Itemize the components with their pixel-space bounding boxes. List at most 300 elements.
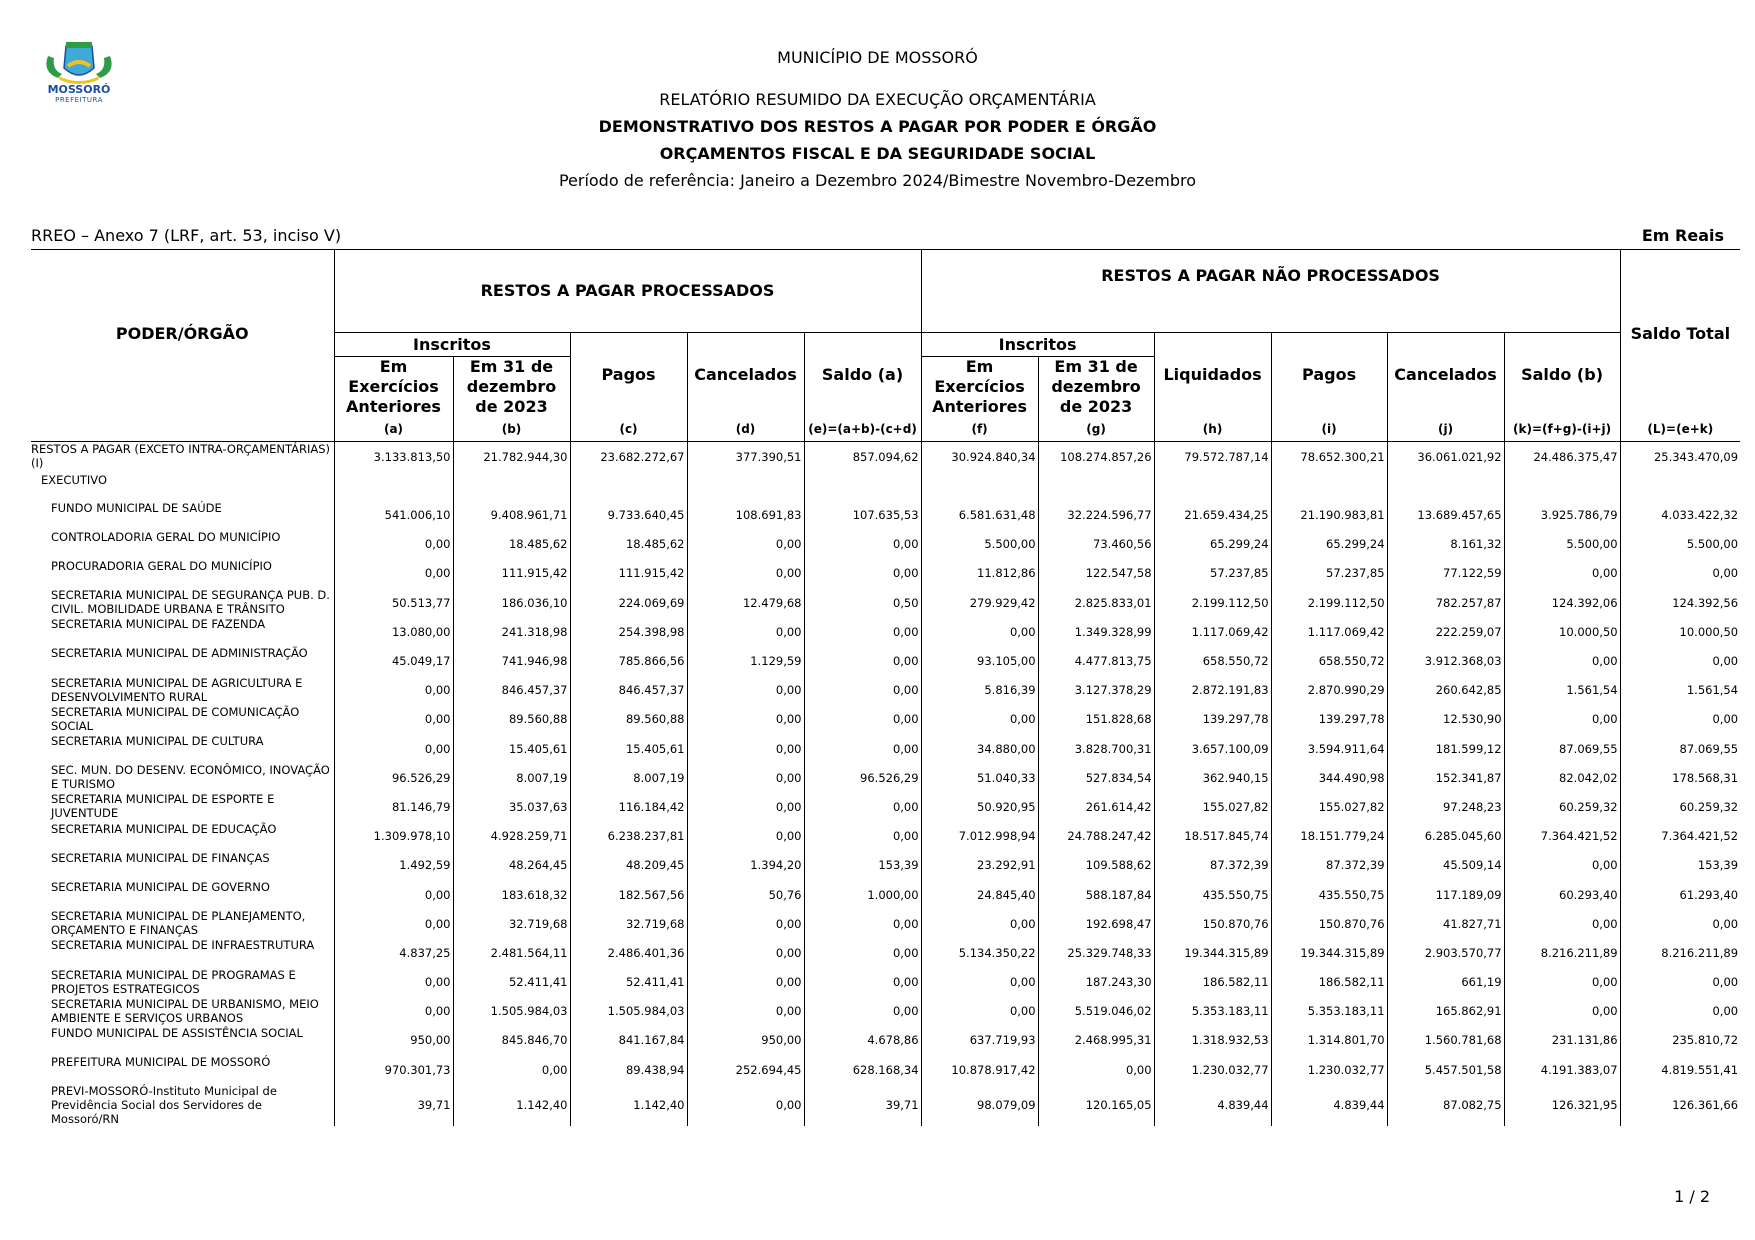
cell-value: 435.550,75 xyxy=(1271,880,1387,909)
cell-value: 93.105,00 xyxy=(921,646,1038,675)
cell-value: 18.151.779,24 xyxy=(1271,822,1387,851)
cell-value: 0,00 xyxy=(921,997,1038,1026)
cell-value: 0,00 xyxy=(921,617,1038,646)
column-code: (e)=(a+b)-(c+d) xyxy=(804,417,921,442)
cell-value: 182.567,56 xyxy=(570,880,687,909)
row-name: SECRETARIA MUNICIPAL DE CULTURA xyxy=(31,734,334,763)
cell-value: 588.187,84 xyxy=(1038,880,1154,909)
cell-value: 96.526,29 xyxy=(804,763,921,792)
cell-value: 6.581.631,48 xyxy=(921,501,1038,530)
col-exercicios-anteriores-a: Em Exercícios Anteriores xyxy=(334,357,453,418)
row-name: SECRETARIA MUNICIPAL DE INFRAESTRUTURA xyxy=(31,938,334,967)
cell-value: 3.594.911,64 xyxy=(1271,734,1387,763)
cell-value: 48.264,45 xyxy=(453,851,570,880)
cell-value: 116.184,42 xyxy=(570,792,687,821)
column-code: (c) xyxy=(570,417,687,442)
cell-value: 1.314.801,70 xyxy=(1271,1026,1387,1055)
cell-value: 12.530,90 xyxy=(1387,705,1504,734)
cell-value: 235.810,72 xyxy=(1672,1033,1739,1048)
col-pagos-i: Pagos xyxy=(1271,333,1387,418)
col-dezembro-2023-b: Em 31 de dezembro de 2023 xyxy=(453,357,570,418)
cell-value: 124.392,56 xyxy=(1672,595,1739,610)
cell-value: 8.161,32 xyxy=(1387,530,1504,559)
cell-value: 65.299,24 xyxy=(1271,530,1387,559)
cell-value: 377.390,51 xyxy=(687,442,804,473)
cell-value: 19.344.315,89 xyxy=(1271,938,1387,967)
row-name: CONTROLADORIA GERAL DO MUNICÍPIO xyxy=(31,530,334,559)
logo-name: MOSSORÓ xyxy=(47,83,111,96)
table-row xyxy=(31,1084,1740,1126)
cell-value: 0,00 xyxy=(334,530,453,559)
cell-value: 1.561,54 xyxy=(1504,676,1620,705)
row-name: FUNDO MUNICIPAL DE SAÚDE xyxy=(31,501,334,530)
row-name: SECRETARIA MUNICIPAL DE EDUCAÇÃO xyxy=(31,822,334,851)
cell-value: 5.500,00 xyxy=(1686,537,1739,552)
cell-value: 10.000,50 xyxy=(1679,624,1739,639)
cell-value: 782.257,87 xyxy=(1387,588,1504,617)
cell-value: 950,00 xyxy=(687,1026,804,1055)
cell-value: 96.526,29 xyxy=(334,763,453,792)
table-row xyxy=(31,588,1740,617)
cell-value: 60.293,40 xyxy=(1504,880,1620,909)
cell-value: 0,00 xyxy=(804,646,921,675)
cell-value: 15.405,61 xyxy=(453,734,570,763)
cell-value: 9.408.961,71 xyxy=(453,501,570,530)
cell-value: 0,00 xyxy=(687,909,804,938)
cell-value: 0,00 xyxy=(334,676,453,705)
cell-value: 25.343.470,09 xyxy=(1653,450,1739,465)
cell-value: 87.372,39 xyxy=(1271,851,1387,880)
cell-value: 0,00 xyxy=(687,676,804,705)
cell-value: 97.248,23 xyxy=(1387,792,1504,821)
cell-value: 0,00 xyxy=(334,880,453,909)
cell-value: 0,00 xyxy=(1504,997,1620,1026)
cell-value: 3.828.700,31 xyxy=(1038,734,1154,763)
cell-value: 0,00 xyxy=(1712,566,1739,581)
cell-value: 0,00 xyxy=(687,792,804,821)
cell-value: 231.131,86 xyxy=(1504,1026,1620,1055)
cell-value: 10.878.917,42 xyxy=(921,1055,1038,1084)
table-row xyxy=(31,705,1740,734)
cell-value: 89.560,88 xyxy=(570,705,687,734)
row-name: SECRETARIA MUNICIPAL DE COMUNICAÇÃO SOCIAL xyxy=(31,705,334,734)
cell-value: 153,39 xyxy=(1697,858,1739,873)
cell-value: 2.903.570,77 xyxy=(1387,938,1504,967)
cell-value: 8.216.211,89 xyxy=(1661,945,1739,960)
row-name: SECRETARIA MUNICIPAL DE FAZENDA xyxy=(31,617,334,646)
cell-value: 0,00 xyxy=(453,1055,570,1084)
cell-value: 21.190.983,81 xyxy=(1271,501,1387,530)
col-liquidados-h: Liquidados xyxy=(1154,333,1271,418)
cell-value: 2.825.833,01 xyxy=(1038,588,1154,617)
table-row xyxy=(31,617,1740,646)
cell-value: 7.364.421,52 xyxy=(1504,822,1620,851)
table-row xyxy=(31,501,1740,530)
cell-value: 970.301,73 xyxy=(334,1055,453,1084)
row-name: SECRETARIA MUNICIPAL DE URBANISMO, MEIO AMBIENTE E SERVIÇOS URBANOS xyxy=(31,997,334,1026)
cell-value: 77.122,59 xyxy=(1387,559,1504,588)
cell-value: 13.080,00 xyxy=(334,617,453,646)
cell-value: 628.168,34 xyxy=(804,1055,921,1084)
cell-value: 857.094,62 xyxy=(804,442,921,473)
cell-value: 186.582,11 xyxy=(1271,968,1387,997)
cell-value: 3.912.368,03 xyxy=(1387,646,1504,675)
col-pagos-c: Pagos xyxy=(570,333,687,418)
cell-value: 527.834,54 xyxy=(1038,763,1154,792)
cell-value: 0,00 xyxy=(1038,1055,1154,1084)
subgroup-inscritos-processados: Inscritos xyxy=(334,333,570,357)
cell-value: 21.659.434,25 xyxy=(1154,501,1271,530)
cell-value: 152.341,87 xyxy=(1387,763,1504,792)
cell-value: 0,00 xyxy=(804,734,921,763)
cell-value: 36.061.021,92 xyxy=(1387,442,1504,473)
cell-value: 24.845,40 xyxy=(921,880,1038,909)
cell-value: 1.505.984,03 xyxy=(570,997,687,1026)
cell-value: 241.318,98 xyxy=(453,617,570,646)
cell-value: 846.457,37 xyxy=(453,676,570,705)
table-row xyxy=(31,1026,1740,1055)
report-title: RELATÓRIO RESUMIDO DA EXECUÇÃO ORÇAMENTÁRIA xyxy=(659,90,1096,109)
cell-value: 279.929,42 xyxy=(921,588,1038,617)
table-row xyxy=(31,851,1740,880)
cell-value: 5.353.183,11 xyxy=(1154,997,1271,1026)
cell-value: 87.082,75 xyxy=(1387,1084,1504,1126)
cell-value: 0,00 xyxy=(1504,559,1620,588)
table-row xyxy=(31,880,1740,909)
table-row xyxy=(31,822,1740,851)
cell-value: 1.309.978,10 xyxy=(334,822,453,851)
col-poder-orgao: PODER/ÓRGÃO xyxy=(31,250,334,418)
cell-value: 0,00 xyxy=(334,968,453,997)
cell-value: 3.657.100,09 xyxy=(1154,734,1271,763)
cell-value: 48.209,45 xyxy=(570,851,687,880)
cell-value: 2.481.564,11 xyxy=(453,938,570,967)
empty-cell xyxy=(804,473,921,501)
cell-value: 0,00 xyxy=(1504,705,1620,734)
cell-value: 19.344.315,89 xyxy=(1154,938,1271,967)
table-row xyxy=(31,792,1740,821)
cell-value: 5.500,00 xyxy=(1504,530,1620,559)
cell-value: 13.689.457,65 xyxy=(1387,501,1504,530)
municipality-title: MUNICÍPIO DE MOSSORÓ xyxy=(777,48,978,67)
cell-value: 0,00 xyxy=(804,909,921,938)
cell-value: 155.027,82 xyxy=(1271,792,1387,821)
cell-value: 0,00 xyxy=(687,705,804,734)
row-name: PREFEITURA MUNICIPAL DE MOSSORÓ xyxy=(31,1055,334,1084)
cell-value: 60.259,32 xyxy=(1504,792,1620,821)
cell-value: 0,00 xyxy=(804,968,921,997)
cell-value: 4.191.383,07 xyxy=(1504,1055,1620,1084)
budgets-title: ORÇAMENTOS FISCAL E DA SEGURIDADE SOCIAL xyxy=(659,144,1096,163)
row-name: SECRETARIA MUNICIPAL DE AGRICULTURA E DESENVOLVIMENTO RURAL xyxy=(31,676,334,705)
cell-value: 24.486.375,47 xyxy=(1504,442,1620,473)
cell-value: 23.292,91 xyxy=(921,851,1038,880)
cell-value: 50.513,77 xyxy=(334,588,453,617)
cell-value: 0,00 xyxy=(687,617,804,646)
column-code: (b) xyxy=(453,417,570,442)
empty-cell xyxy=(334,473,453,501)
cell-value: 89.560,88 xyxy=(453,705,570,734)
cell-value: 0,00 xyxy=(921,909,1038,938)
empty-cell xyxy=(1504,473,1620,501)
cell-value: 0,00 xyxy=(1504,851,1620,880)
cell-value: 950,00 xyxy=(334,1026,453,1055)
cell-value: 224.069,69 xyxy=(570,588,687,617)
cell-value: 1.117.069,42 xyxy=(1271,617,1387,646)
row-name: SEC. MUN. DO DESENV. ECONÔMICO, INOVAÇÃO E TURISMO xyxy=(31,763,334,792)
cell-value: 362.940,15 xyxy=(1154,763,1271,792)
cell-value: 0,00 xyxy=(1504,968,1620,997)
row-name: SECRETARIA MUNICIPAL DE PROGRAMAS E PROJETOS ESTRATEGICOS xyxy=(31,968,334,997)
cell-value: 261.614,42 xyxy=(1038,792,1154,821)
cell-value: 0,00 xyxy=(334,705,453,734)
cell-value: 0,00 xyxy=(1504,909,1620,938)
cell-value: 5.353.183,11 xyxy=(1271,997,1387,1026)
cell-value: 637.719,93 xyxy=(921,1026,1038,1055)
cell-value: 51.040,33 xyxy=(921,763,1038,792)
cell-value: 109.588,62 xyxy=(1038,851,1154,880)
cell-value: 1.492,59 xyxy=(334,851,453,880)
cell-value: 39,71 xyxy=(804,1084,921,1126)
group-nao-processados: RESTOS A PAGAR NÃO PROCESSADOS xyxy=(921,250,1620,333)
cell-value: 8.007,19 xyxy=(570,763,687,792)
cell-value: 6.285.045,60 xyxy=(1387,822,1504,851)
cell-value: 7.012.998,94 xyxy=(921,822,1038,851)
cell-value: 435.550,75 xyxy=(1154,880,1271,909)
cell-value: 1.129,59 xyxy=(687,646,804,675)
cell-value: 5.457.501,58 xyxy=(1387,1055,1504,1084)
cell-value: 785.866,56 xyxy=(570,646,687,675)
cell-value: 254.398,98 xyxy=(570,617,687,646)
cell-value: 183.618,32 xyxy=(453,880,570,909)
cell-value: 57.237,85 xyxy=(1154,559,1271,588)
code-cell-empty xyxy=(31,417,334,442)
cell-value: 187.243,30 xyxy=(1038,968,1154,997)
row-name: SECRETARIA MUNICIPAL DE FINANÇAS xyxy=(31,851,334,880)
cell-value: 0,00 xyxy=(334,909,453,938)
col-exercicios-anteriores-f: Em Exercícios Anteriores xyxy=(921,357,1038,418)
cell-value: 52.411,41 xyxy=(453,968,570,997)
cell-value: 8.007,19 xyxy=(453,763,570,792)
cell-value: 4.033.422,32 xyxy=(1661,508,1739,523)
cell-value: 3.925.786,79 xyxy=(1504,501,1620,530)
col-dezembro-2023-g: Em 31 de dezembro de 2023 xyxy=(1038,357,1154,418)
cell-value: 139.297,78 xyxy=(1271,705,1387,734)
restos-a-pagar-table xyxy=(31,249,1740,1126)
cell-value: 155.027,82 xyxy=(1154,792,1271,821)
cell-value: 2.199.112,50 xyxy=(1154,588,1271,617)
cell-value: 4.839,44 xyxy=(1271,1084,1387,1126)
cell-value: 111.915,42 xyxy=(453,559,570,588)
cell-value: 82.042,02 xyxy=(1504,763,1620,792)
cell-value: 0,00 xyxy=(804,822,921,851)
cell-value: 0,00 xyxy=(1712,916,1739,931)
cell-value: 15.405,61 xyxy=(570,734,687,763)
cell-value: 39,71 xyxy=(334,1084,453,1126)
annex-label: RREO – Anexo 7 (LRF, art. 53, inciso V) xyxy=(31,226,342,245)
empty-cell xyxy=(921,473,1038,501)
table-row xyxy=(31,968,1740,997)
cell-value: 50,76 xyxy=(687,880,804,909)
cell-value: 2.468.995,31 xyxy=(1038,1026,1154,1055)
cell-value: 11.812,86 xyxy=(921,559,1038,588)
cell-value: 1.142,40 xyxy=(453,1084,570,1126)
empty-cell xyxy=(453,473,570,501)
table-row xyxy=(31,530,1740,559)
logo-subtitle: PREFEITURA xyxy=(55,96,103,104)
cell-value: 7.364.421,52 xyxy=(1661,829,1739,844)
statement-title: DEMONSTRATIVO DOS RESTOS A PAGAR POR PODER E ÓRGÃO xyxy=(598,117,1157,136)
cell-value: 35.037,63 xyxy=(453,792,570,821)
cell-value: 0,00 xyxy=(687,938,804,967)
cell-value: 0,00 xyxy=(804,997,921,1026)
cell-value: 1.561,54 xyxy=(1686,683,1739,698)
cell-value: 126.361,66 xyxy=(1672,1098,1739,1113)
cell-value: 60.259,32 xyxy=(1679,799,1739,814)
cell-value: 32.719,68 xyxy=(570,909,687,938)
column-code: (k)=(f+g)-(i+j) xyxy=(1504,417,1620,442)
cell-value: 32.719,68 xyxy=(453,909,570,938)
cell-value: 5.816,39 xyxy=(921,676,1038,705)
cell-value: 0,00 xyxy=(921,705,1038,734)
row-name: PREVI-MOSSORÓ-Instituto Municipal de Previdência Social dos Servidores de Mossoró/RN xyxy=(31,1084,334,1126)
cell-value: 34.880,00 xyxy=(921,734,1038,763)
col-saldo-total: Saldo Total xyxy=(1620,250,1740,418)
section-executivo-label: EXECUTIVO xyxy=(31,473,334,501)
cell-value: 150.870,76 xyxy=(1271,909,1387,938)
cell-value: 32.224.596,77 xyxy=(1038,501,1154,530)
cell-value: 4.819.551,41 xyxy=(1661,1062,1739,1077)
cell-value: 0,00 xyxy=(1712,654,1739,669)
empty-cell xyxy=(687,473,804,501)
cell-value: 52.411,41 xyxy=(570,968,687,997)
cell-value: 4.477.813,75 xyxy=(1038,646,1154,675)
cell-value: 4.839,44 xyxy=(1154,1084,1271,1126)
cell-value: 846.457,37 xyxy=(570,676,687,705)
cell-value: 0,00 xyxy=(687,822,804,851)
cell-value: 252.694,45 xyxy=(687,1055,804,1084)
cell-value: 2.486.401,36 xyxy=(570,938,687,967)
cell-value: 98.079,09 xyxy=(921,1084,1038,1126)
cell-value: 1.394,20 xyxy=(687,851,804,880)
cell-value: 0,00 xyxy=(334,997,453,1026)
column-code: (f) xyxy=(921,417,1038,442)
column-code: (d) xyxy=(687,417,804,442)
cell-value: 117.189,09 xyxy=(1387,880,1504,909)
cell-value: 45.509,14 xyxy=(1387,851,1504,880)
col-cancelados-j: Cancelados xyxy=(1387,333,1504,418)
cell-value: 25.329.748,33 xyxy=(1038,938,1154,967)
empty-cell xyxy=(1271,473,1387,501)
cell-value: 1.349.328,99 xyxy=(1038,617,1154,646)
cell-value: 0,00 xyxy=(804,705,921,734)
cell-value: 30.924.840,34 xyxy=(921,442,1038,473)
cell-value: 87.372,39 xyxy=(1154,851,1271,880)
row-name: FUNDO MUNICIPAL DE ASSISTÊNCIA SOCIAL xyxy=(31,1026,334,1055)
cell-value: 0,00 xyxy=(1712,1004,1739,1019)
cell-value: 9.733.640,45 xyxy=(570,501,687,530)
cell-value: 1.142,40 xyxy=(570,1084,687,1126)
column-code: (h) xyxy=(1154,417,1271,442)
cell-value: 65.299,24 xyxy=(1154,530,1271,559)
cell-value: 0,00 xyxy=(921,968,1038,997)
cell-value: 186.036,10 xyxy=(453,588,570,617)
table-row xyxy=(31,734,1740,763)
cell-value: 178.568,31 xyxy=(1672,770,1739,785)
cell-value: 181.599,12 xyxy=(1387,734,1504,763)
cell-value: 18.485,62 xyxy=(453,530,570,559)
table-row xyxy=(31,676,1740,705)
cell-value: 122.547,58 xyxy=(1038,559,1154,588)
cell-value: 0,00 xyxy=(687,763,804,792)
column-code: (g) xyxy=(1038,417,1154,442)
cell-value: 0,00 xyxy=(804,938,921,967)
cell-value: 108.274.857,26 xyxy=(1038,442,1154,473)
cell-value: 0,00 xyxy=(804,530,921,559)
empty-cell xyxy=(1620,473,1740,501)
cell-value: 741.946,98 xyxy=(453,646,570,675)
cell-value: 0,00 xyxy=(1712,712,1739,727)
col-saldo-a: Saldo (a) xyxy=(804,333,921,418)
cell-value: 658.550,72 xyxy=(1154,646,1271,675)
cell-value: 153,39 xyxy=(804,851,921,880)
table-row xyxy=(31,646,1740,675)
currency-unit: Em Reais xyxy=(1641,226,1724,245)
section-row-executivo xyxy=(31,473,1740,501)
cell-value: 2.870.990,29 xyxy=(1271,676,1387,705)
cell-value: 2.872.191,83 xyxy=(1154,676,1271,705)
table-row xyxy=(31,1055,1740,1084)
cell-value: 0,00 xyxy=(1712,975,1739,990)
cell-value: 6.238.237,81 xyxy=(570,822,687,851)
cell-value: 24.788.247,42 xyxy=(1038,822,1154,851)
cell-value: 260.642,85 xyxy=(1387,676,1504,705)
cell-value: 2.199.112,50 xyxy=(1271,588,1387,617)
cell-value: 1.505.984,03 xyxy=(453,997,570,1026)
table-row xyxy=(31,997,1740,1026)
page-number: 1 / 2 xyxy=(1674,1187,1710,1206)
cell-value: 111.915,42 xyxy=(570,559,687,588)
cell-value: 0,00 xyxy=(334,734,453,763)
cell-value: 0,00 xyxy=(804,676,921,705)
cell-value: 87.069,55 xyxy=(1504,734,1620,763)
cell-value: 4.678,86 xyxy=(804,1026,921,1055)
cell-value: 192.698,47 xyxy=(1038,909,1154,938)
row-name: SECRETARIA MUNICIPAL DE PLANEJAMENTO, ORÇAMENTO E FINANÇAS xyxy=(31,909,334,938)
empty-cell xyxy=(1154,473,1271,501)
cell-value: 23.682.272,67 xyxy=(570,442,687,473)
cell-value: 0,00 xyxy=(687,968,804,997)
cell-value: 107.635,53 xyxy=(804,501,921,530)
empty-cell xyxy=(1038,473,1154,501)
cell-value: 541.006,10 xyxy=(334,501,453,530)
cell-value: 81.146,79 xyxy=(334,792,453,821)
cell-value: 150.870,76 xyxy=(1154,909,1271,938)
cell-value: 661,19 xyxy=(1387,968,1504,997)
cell-value: 120.165,05 xyxy=(1038,1084,1154,1126)
cell-value: 165.862,91 xyxy=(1387,997,1504,1026)
cell-value: 222.259,07 xyxy=(1387,617,1504,646)
cell-value: 126.321,95 xyxy=(1504,1084,1620,1126)
cell-value: 10.000,50 xyxy=(1504,617,1620,646)
cell-value: 0,00 xyxy=(687,997,804,1026)
cell-value: 0,00 xyxy=(687,1084,804,1126)
cell-value: 344.490,98 xyxy=(1271,763,1387,792)
cell-value: 61.293,40 xyxy=(1679,887,1739,902)
subgroup-inscritos-nao-processados: Inscritos xyxy=(921,333,1154,357)
row-name: SECRETARIA MUNICIPAL DE SEGURANÇA PUB. D. CIVIL. MOBILIDADE URBANA E TRÂNSITO xyxy=(31,588,334,617)
cell-value: 0,50 xyxy=(804,588,921,617)
